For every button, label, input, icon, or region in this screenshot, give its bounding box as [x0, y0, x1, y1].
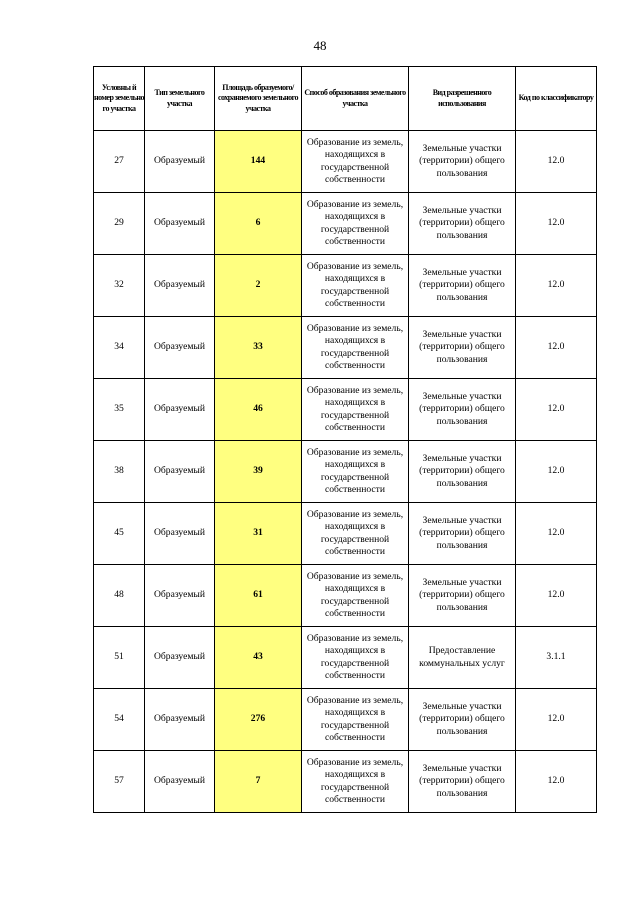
cell-plot-area: 2 [215, 255, 302, 317]
table-row [94, 751, 597, 813]
table-row [94, 255, 597, 317]
cell-plot-type: Образуемый [145, 565, 215, 627]
table-row [94, 379, 597, 441]
header-formation-method: Способ образования земельного участка [302, 67, 409, 131]
cell-plot-type: Образуемый [145, 317, 215, 379]
cell-permitted-use: Земельные участки (территории) общего пользования [409, 131, 516, 193]
cell-plot-area: 144 [215, 131, 302, 193]
cell-plot-type: Образуемый [145, 627, 215, 689]
cell-classifier-code: 3.1.1 [516, 627, 597, 689]
cell-permitted-use: Земельные участки (территории) общего пользования [409, 565, 516, 627]
cell-permitted-use: Земельные участки (территории) общего пользования [409, 255, 516, 317]
cell-plot-number: 48 [94, 565, 145, 627]
table-header-row [94, 67, 597, 131]
cell-plot-number: 54 [94, 689, 145, 751]
cell-formation-method: Образование из земель, находящихся в государственной собственности [302, 193, 409, 255]
cell-plot-number: 38 [94, 441, 145, 503]
cell-plot-area: 6 [215, 193, 302, 255]
cell-formation-method: Образование из земель, находящихся в государственной собственности [302, 689, 409, 751]
table-row [94, 503, 597, 565]
cell-classifier-code: 12.0 [516, 565, 597, 627]
cell-plot-number: 57 [94, 751, 145, 813]
cell-permitted-use: Земельные участки (территории) общего пользования [409, 317, 516, 379]
cell-plot-number: 51 [94, 627, 145, 689]
cell-permitted-use: Земельные участки (территории) общего пользования [409, 689, 516, 751]
cell-plot-area: 39 [215, 441, 302, 503]
cell-formation-method: Образование из земель, находящихся в государственной собственности [302, 379, 409, 441]
header-plot-type: Тип земельного участка [145, 67, 215, 131]
table-body [94, 131, 597, 813]
cell-classifier-code: 12.0 [516, 379, 597, 441]
cell-plot-number: 29 [94, 193, 145, 255]
table-row [94, 565, 597, 627]
cell-classifier-code: 12.0 [516, 193, 597, 255]
table-row [94, 193, 597, 255]
cell-plot-type: Образуемый [145, 193, 215, 255]
land-plots-table [93, 66, 597, 813]
table-row [94, 131, 597, 193]
table-row [94, 317, 597, 379]
cell-formation-method: Образование из земель, находящихся в государственной собственности [302, 503, 409, 565]
cell-plot-area: 61 [215, 565, 302, 627]
cell-formation-method: Образование из земель, находящихся в государственной собственности [302, 317, 409, 379]
cell-plot-number: 34 [94, 317, 145, 379]
cell-formation-method: Образование из земель, находящихся в государственной собственности [302, 627, 409, 689]
cell-formation-method: Образование из земель, находящихся в государственной собственности [302, 565, 409, 627]
header-permitted-use: Вид разрешенного использования [409, 67, 516, 131]
cell-permitted-use: Земельные участки (территории) общего пользования [409, 751, 516, 813]
cell-plot-area: 7 [215, 751, 302, 813]
cell-plot-type: Образуемый [145, 503, 215, 565]
header-plot-number: Условны й номер земельно го участка [94, 67, 145, 131]
cell-permitted-use: Предоставление коммунальных услуг [409, 627, 516, 689]
cell-permitted-use: Земельные участки (территории) общего пользования [409, 193, 516, 255]
cell-plot-type: Образуемый [145, 751, 215, 813]
cell-formation-method: Образование из земель, находящихся в государственной собственности [302, 751, 409, 813]
cell-plot-type: Образуемый [145, 441, 215, 503]
cell-formation-method: Образование из земель, находящихся в государственной собственности [302, 131, 409, 193]
cell-plot-type: Образуемый [145, 131, 215, 193]
table-row [94, 627, 597, 689]
cell-formation-method: Образование из земель, находящихся в государственной собственности [302, 255, 409, 317]
cell-classifier-code: 12.0 [516, 131, 597, 193]
cell-plot-area: 276 [215, 689, 302, 751]
cell-classifier-code: 12.0 [516, 317, 597, 379]
cell-plot-number: 45 [94, 503, 145, 565]
cell-plot-number: 27 [94, 131, 145, 193]
cell-plot-area: 33 [215, 317, 302, 379]
table-row [94, 441, 597, 503]
cell-permitted-use: Земельные участки (территории) общего пользования [409, 379, 516, 441]
cell-classifier-code: 12.0 [516, 689, 597, 751]
header-classifier-code: Код по классификатору [516, 67, 597, 131]
cell-plot-number: 32 [94, 255, 145, 317]
header-plot-area: Площадь образуемого/ сохраняемого земельного участка [215, 67, 302, 131]
cell-plot-type: Образуемый [145, 689, 215, 751]
cell-permitted-use: Земельные участки (территории) общего пользования [409, 441, 516, 503]
cell-plot-area: 43 [215, 627, 302, 689]
page-number: 48 [313, 38, 327, 53]
cell-permitted-use: Земельные участки (территории) общего пользования [409, 503, 516, 565]
cell-classifier-code: 12.0 [516, 751, 597, 813]
cell-plot-type: Образуемый [145, 255, 215, 317]
cell-plot-area: 46 [215, 379, 302, 441]
cell-plot-number: 35 [94, 379, 145, 441]
cell-plot-type: Образуемый [145, 379, 215, 441]
cell-classifier-code: 12.0 [516, 441, 597, 503]
table-row [94, 689, 597, 751]
cell-classifier-code: 12.0 [516, 503, 597, 565]
cell-plot-area: 31 [215, 503, 302, 565]
cell-formation-method: Образование из земель, находящихся в государственной собственности [302, 441, 409, 503]
cell-classifier-code: 12.0 [516, 255, 597, 317]
